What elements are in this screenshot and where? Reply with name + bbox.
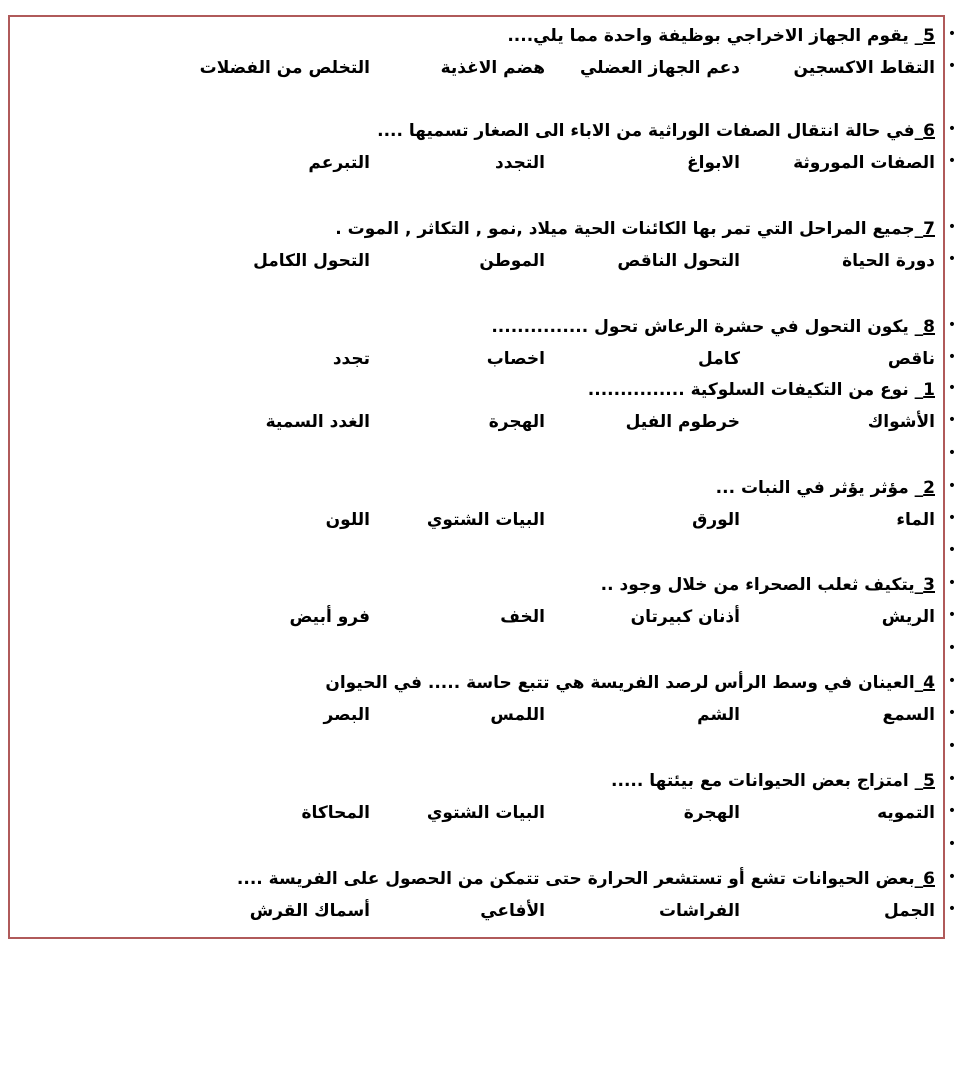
answer-option[interactable]: ناقص [887, 349, 935, 369]
answer-options [80, 408, 935, 436]
answer-option[interactable]: التحول الناقص [617, 251, 740, 271]
answer-option[interactable]: البيات الشتوي [426, 510, 545, 530]
question-line [80, 865, 957, 893]
bullet-icon: • [947, 121, 957, 137]
options-line [80, 149, 957, 177]
bullet-icon: • [947, 26, 957, 42]
answer-option[interactable]: الهجرة [683, 803, 740, 823]
question-number: 6 [923, 869, 935, 889]
question-text [507, 22, 935, 50]
bullet-icon: • [947, 542, 957, 558]
bullet-icon: • [947, 349, 957, 365]
answer-option[interactable]: الماء [896, 510, 935, 530]
options-line [80, 701, 957, 729]
question-body: _في حالة انتقال الصفات الوراثية من الاباء الى الصغار تسميها .... [377, 121, 924, 141]
answer-option[interactable]: التجدد [495, 153, 545, 173]
question-number: 5 [923, 771, 935, 791]
empty-line [80, 636, 957, 664]
options-line [80, 799, 957, 827]
empty-line [80, 538, 957, 566]
question-line [80, 669, 957, 697]
answer-option[interactable]: تجدد [332, 349, 370, 369]
answer-option[interactable]: البيات الشتوي [426, 803, 545, 823]
question-text [588, 376, 935, 404]
options-line [80, 345, 957, 373]
question-line [80, 22, 957, 50]
answer-options [80, 506, 935, 534]
answer-option[interactable]: الخف [500, 607, 545, 627]
answer-options [80, 149, 935, 177]
answer-option[interactable]: التخلص من الفضلات [199, 58, 370, 78]
answer-option[interactable]: الموطن [479, 251, 545, 271]
question-number: 4 [923, 673, 935, 693]
answer-option[interactable]: البصر [323, 705, 370, 725]
bullet-icon: • [947, 445, 957, 461]
bullet-icon: • [947, 478, 957, 494]
answer-option[interactable]: الورق [692, 510, 740, 530]
question-body: _ نوع من التكيفات السلوكية ............... [587, 380, 924, 400]
bullet-icon: • [947, 705, 957, 721]
answer-option[interactable]: دورة الحياة [842, 251, 935, 271]
answer-option[interactable]: الشم [697, 705, 740, 725]
question-number: 8 [923, 317, 935, 337]
bullet-icon: • [947, 673, 957, 689]
answer-option[interactable]: التقاط الاكسجين [793, 58, 935, 78]
question-text [237, 865, 935, 893]
answer-options [80, 799, 935, 827]
bullet-icon: • [947, 510, 957, 526]
question-text [601, 571, 935, 599]
question-line [80, 376, 957, 404]
bullet-icon: • [947, 575, 957, 591]
bullet-icon: • [947, 219, 957, 235]
answer-option[interactable]: الهجرة [488, 412, 545, 432]
question-number: 6 [923, 121, 935, 141]
answer-option[interactable]: الأشواك [867, 412, 935, 432]
question-line [80, 117, 957, 145]
bullet-icon: • [947, 153, 957, 169]
answer-option[interactable]: الابواغ [687, 153, 740, 173]
bullet-icon: • [947, 640, 957, 656]
answer-options [80, 247, 935, 275]
bullet-icon: • [947, 412, 957, 428]
options-line [80, 897, 957, 925]
answer-option[interactable]: الريش [881, 607, 935, 627]
question-body: _جميع المراحل التي تمر بها الكائنات الحية ميلاد ,نمو , التكاثر , الموت . [335, 219, 924, 239]
options-line [80, 603, 957, 631]
question-body: _العينان في وسط الرأس لرصد الفريسة هي تتبع حاسة ..... في الحيوان [325, 673, 924, 693]
answer-option[interactable]: التمويه [877, 803, 935, 823]
bullet-icon: • [947, 836, 957, 852]
question-number: 7 [923, 219, 935, 239]
bullet-icon: • [947, 771, 957, 787]
bullet-icon: • [947, 607, 957, 623]
question-text [611, 767, 935, 795]
answer-option[interactable]: اخصاب [486, 349, 545, 369]
answer-option[interactable]: اللمس [490, 705, 545, 725]
answer-option[interactable]: الجمل [883, 901, 935, 921]
answer-options [80, 897, 935, 925]
answer-option[interactable]: التحول الكامل [253, 251, 370, 271]
empty-line [80, 441, 957, 469]
bullet-icon: • [947, 380, 957, 396]
answer-option[interactable]: الأفاعي [480, 901, 545, 921]
question-number: 3 [923, 575, 935, 595]
answer-option[interactable]: التبرعم [308, 153, 370, 173]
options-line [80, 247, 957, 275]
question-text [325, 669, 935, 697]
answer-option[interactable]: الفراشات [658, 901, 740, 921]
empty-line [80, 832, 957, 860]
question-text [377, 117, 935, 145]
options-line [80, 54, 957, 82]
answer-option[interactable]: المحاكاة [301, 803, 370, 823]
question-body: _بعض الحيوانات تشع أو تستشعر الحرارة حتى تتمكن من الحصول على الفريسة .... [236, 869, 924, 889]
answer-option[interactable]: كامل [698, 349, 740, 369]
question-line [80, 767, 957, 795]
bullet-icon: • [947, 317, 957, 333]
answer-option[interactable]: اللون [325, 510, 370, 530]
answer-options [80, 345, 935, 373]
answer-option[interactable]: هضم الاغذية [440, 58, 545, 78]
question-number: 5 [923, 26, 935, 46]
question-line [80, 215, 957, 243]
question-number: 1 [923, 380, 935, 400]
question-text [491, 313, 935, 341]
bullet-icon: • [947, 58, 957, 74]
answer-option[interactable]: السمع [882, 705, 935, 725]
bullet-icon: • [947, 901, 957, 917]
bullet-icon: • [947, 869, 957, 885]
bullet-icon: • [947, 738, 957, 754]
question-body: _يتكيف ثعلب الصحراء من خلال وجود .. [600, 575, 924, 595]
answer-options [80, 54, 935, 82]
question-text [335, 215, 935, 243]
question-line [80, 474, 957, 502]
bullet-icon: • [947, 251, 957, 267]
question-body: _ امتزاج بعض الحيوانات مع بيئتها ..... [611, 771, 924, 791]
answer-option[interactable]: الصفات الموروثة [793, 153, 935, 173]
question-number: 2 [923, 478, 935, 498]
question-body: _ يكون التحول في حشرة الرعاش تحول ............... [491, 317, 924, 337]
answer-option[interactable]: أسماك القرش [249, 901, 370, 921]
options-line [80, 506, 957, 534]
question-line [80, 571, 957, 599]
answer-options [80, 603, 935, 631]
answer-option[interactable]: فرو أبيض [289, 607, 370, 627]
answer-option[interactable]: دعم الجهاز العضلي [579, 58, 740, 78]
empty-line [80, 734, 957, 762]
answer-option[interactable]: أذنان كبيرتان [630, 607, 740, 627]
answer-option[interactable]: خرطوم الفيل [625, 412, 740, 432]
answer-option[interactable]: الغدد السمية [265, 412, 370, 432]
question-body: _ مؤثر يؤثر في النبات ... [715, 478, 924, 498]
question-body: _ يقوم الجهاز الاخراجي بوظيفة واحدة مما يلي.... [507, 26, 924, 46]
question-text [716, 474, 935, 502]
options-line [80, 408, 957, 436]
answer-options [80, 701, 935, 729]
question-line [80, 313, 957, 341]
bullet-icon: • [947, 803, 957, 819]
